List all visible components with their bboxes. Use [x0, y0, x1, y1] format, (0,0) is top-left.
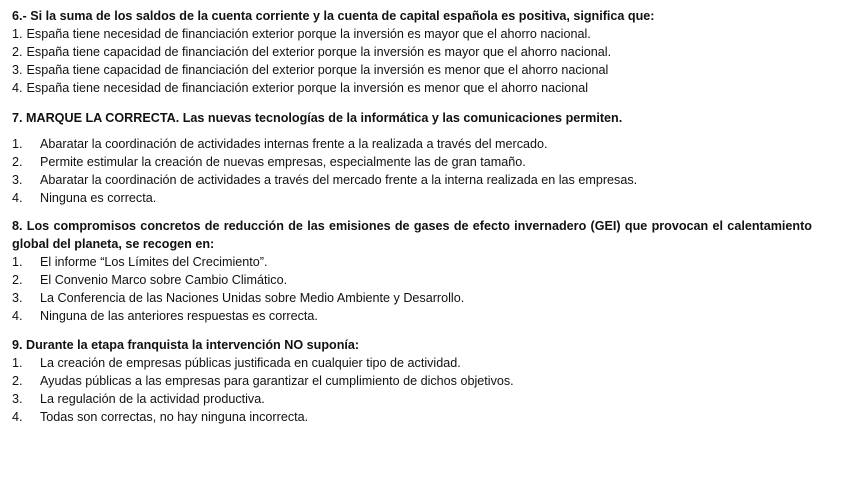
- option-text: Ninguna es correcta.: [40, 191, 157, 205]
- question-8-title: 8. Los compromisos concretos de reducción de las emisiones de gases de efecto invernadero (GEI) que provocan el calentamiento global del planeta, se recogen en:: [12, 219, 812, 251]
- option-text: Ninguna de las anteriores respuestas es correcta.: [40, 309, 318, 323]
- list-item: [12, 372, 812, 390]
- option-text: Abaratar la coordinación de actividades a través del mercado frente a la interna realizada en las empresas.: [40, 173, 638, 187]
- question-7-options: [12, 135, 812, 207]
- option-text: La regulación de la actividad productiva.: [40, 392, 265, 406]
- option-number: 2.: [12, 155, 23, 169]
- list-item: [12, 43, 812, 61]
- list-item: [12, 354, 812, 372]
- option-text: El Convenio Marco sobre Cambio Climático.: [40, 273, 288, 287]
- option-number: 1.: [12, 255, 23, 269]
- option-number: 4.: [12, 410, 23, 424]
- question-6-title: 6.- Si la suma de los saldos de la cuenta corriente y la cuenta de capital española es positiva, significa que:: [12, 9, 655, 23]
- list-item: [12, 135, 812, 153]
- list-item: [12, 61, 812, 79]
- option-text: Todas son correctas, no hay ninguna incorrecta.: [40, 410, 309, 424]
- list-item: [12, 79, 812, 97]
- list-item: [12, 408, 812, 426]
- option-number: 3.: [12, 173, 23, 187]
- option-text: España tiene capacidad de financiación del exterior porque la inversión es menor que el ahorro nacional: [26, 63, 609, 77]
- option-number: 4.: [12, 191, 23, 205]
- question-8-options: [12, 253, 812, 325]
- list-item: [12, 307, 812, 325]
- option-number: 4.: [12, 309, 23, 323]
- list-item: [12, 171, 812, 189]
- option-text: España tiene necesidad de financiación exterior porque la inversión es mayor que el ahorro nacional.: [26, 27, 591, 41]
- option-number: 1.: [12, 27, 23, 41]
- list-item: [12, 25, 812, 43]
- option-number: 2.: [12, 45, 23, 59]
- question-7-title: 7. MARQUE LA CORRECTA. Las nuevas tecnologías de la informática y las comunicaciones permiten.: [12, 111, 623, 125]
- option-text: Abaratar la coordinación de actividades internas frente a la realizada a través del mercado.: [40, 137, 548, 151]
- option-text: Ayudas públicas a las empresas para garantizar el cumplimiento de dichos objetivos.: [40, 374, 514, 388]
- option-text: La Conferencia de las Naciones Unidas sobre Medio Ambiente y Desarrollo.: [40, 291, 465, 305]
- option-number: 1.: [12, 137, 23, 151]
- question-7: [12, 109, 812, 207]
- question-6: [12, 7, 812, 97]
- list-item: [12, 289, 812, 307]
- exam-document: [12, 7, 812, 426]
- option-text: España tiene necesidad de financiación exterior porque la inversión es menor que el ahorro nacional: [26, 81, 588, 95]
- question-8: [12, 217, 812, 325]
- option-number: 1.: [12, 356, 23, 370]
- option-number: 3.: [12, 392, 23, 406]
- list-item: [12, 253, 812, 271]
- question-6-options: [12, 25, 812, 97]
- option-number: 3.: [12, 63, 23, 77]
- list-item: [12, 153, 812, 171]
- list-item: [12, 271, 812, 289]
- question-9-options: [12, 354, 812, 426]
- list-item: [12, 390, 812, 408]
- option-number: 3.: [12, 291, 23, 305]
- list-item: [12, 189, 812, 207]
- option-text: España tiene capacidad de financiación del exterior porque la inversión es mayor que el ahorro nacional.: [26, 45, 612, 59]
- question-9-title: 9. Durante la etapa franquista la intervención NO suponía:: [12, 338, 360, 352]
- option-number: 4.: [12, 81, 23, 95]
- option-number: 2.: [12, 273, 23, 287]
- option-number: 2.: [12, 374, 23, 388]
- question-9: [12, 336, 812, 426]
- option-text: La creación de empresas públicas justificada en cualquier tipo de actividad.: [40, 356, 461, 370]
- option-text: Permite estimular la creación de nuevas empresas, especialmente las de gran tamaño.: [40, 155, 526, 169]
- option-text: El informe “Los Límites del Crecimiento”.: [40, 255, 268, 269]
